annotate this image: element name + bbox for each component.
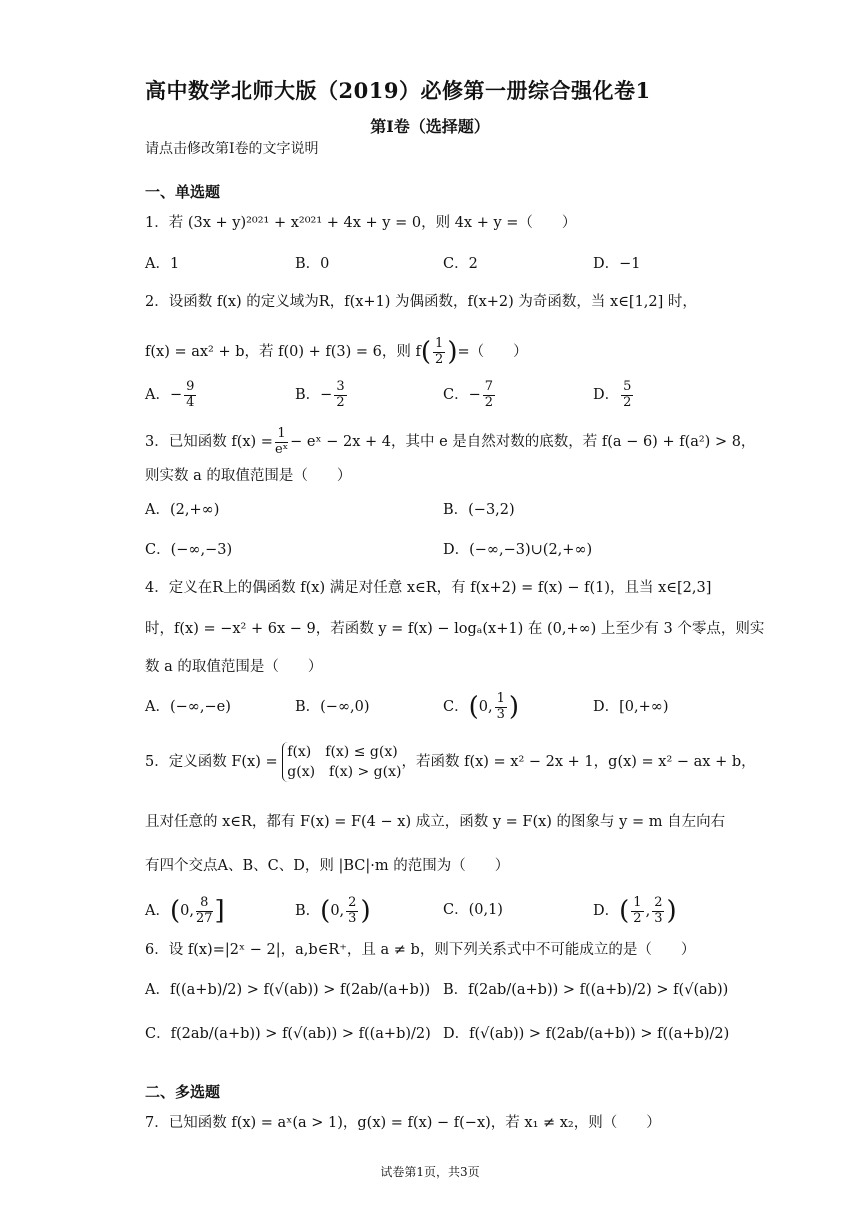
q2-option-a: A．− $\frac{9}{4}$ xyxy=(145,378,195,410)
question-4-line-1: 4．定义在R上的偶函数 f(x) 满足对任意 x∈R，有 f(x+2) = f(x) − f(1)，且当 x∈[2,3] xyxy=(145,580,712,596)
q5-option-a: A．(0, $\frac{8}{27}$ ] xyxy=(145,894,225,926)
exam-title: 高中数学北师大版（2019）必修第一册综合强化卷1 xyxy=(145,78,651,103)
q6-option-b: B．f(2ab/(a+b)) > f((a+b)/2) > f(√(ab)) xyxy=(443,982,729,998)
q5-option-b: B．(0, $\frac{2}{3}$ ) xyxy=(295,894,371,926)
q1-option-c: C．2 xyxy=(443,256,478,272)
question-4-line-2: 时，f(x) = −x² + 6x − 9，若函数 y = f(x) − logₐ(x+1) 在 (0,+∞) 上至少有 3 个零点，则实 xyxy=(145,621,765,637)
q6-option-d: D．f(√(ab)) > f(2ab/(a+b)) > f((a+b)/2) xyxy=(443,1026,730,1042)
q6-option-c: C．f(2ab/(a+b)) > f(√(ab)) > f((a+b)/2) xyxy=(145,1026,431,1042)
q3-option-a: A．(2,+∞) xyxy=(145,502,220,518)
q4-option-a: A．(−∞,−e) xyxy=(145,699,231,715)
q3-option-d: D．(−∞,−3)∪(2,+∞) xyxy=(443,542,593,558)
q1-option-a: A．1 xyxy=(145,256,180,272)
q3-option-b: B．(−3,2) xyxy=(443,502,515,518)
q2-option-b: B．− $\frac{3}{2}$ xyxy=(295,378,345,410)
q4-option-c: C．(0, $\frac{1}{3}$ ) xyxy=(443,690,520,722)
question-3-line-2: 则实数 a 的取值范围是（ ） xyxy=(145,468,352,484)
question-2-line-2: f(x) = ax² + b，若 f(0) + f(3) = 6，则 f( $\frac{1}{2}$ )=（ ） xyxy=(145,335,528,367)
question-4-line-3: 数 a 的取值范围是（ ） xyxy=(145,659,323,675)
question-1-stem: 1．若 (3x + y)²⁰²¹ + x²⁰²¹ + 4x + y = 0，则 4x + y =（ ） xyxy=(145,215,577,231)
q2-option-c: C．− $\frac{7}{2}$ xyxy=(443,378,494,410)
section-single-choice: 一、单选题 xyxy=(145,183,221,201)
question-7-stem: 7．已知函数 f(x) = aˣ(a > 1)，g(x) = f(x) − f(−x)，若 x₁ ≠ x₂，则（ ） xyxy=(145,1115,661,1131)
q1-option-d: D．−1 xyxy=(593,256,641,272)
q5-option-d: D．( $\frac{1}{2}$ , $\frac{2}{3}$ ) xyxy=(593,894,677,926)
q6-option-a: A．f((a+b)/2) > f(√(ab)) > f(2ab/(a+b)) xyxy=(145,982,431,998)
q5-option-c: C．(0,1) xyxy=(443,902,503,918)
question-5-line-3: 有四个交点A、B、C、D，则 |BC|·m 的范围为（ ） xyxy=(145,858,510,874)
q4-option-b: B．(−∞,0) xyxy=(295,699,370,715)
piecewise-brace: f(x) f(x) ≤ g(x) g(x) f(x) > g(x) xyxy=(282,742,401,782)
question-3-line-1: 3．已知函数 f(x) = $\frac{1}{\text{eˣ}}$ − eˣ − 2x + 4，其中 e 是自然对数的底数，若 f(a − 6) + f(a²) > 8， xyxy=(145,425,756,457)
question-5-line-1: 5．定义函数 F(x) = f(x) f(x) ≤ g(x) g(x) f(x) > g(x) ，若函数 f(x) = x² − 2x + 1，g(x) = x² − ax + b， xyxy=(145,744,756,780)
q4-option-d: D．[0,+∞) xyxy=(593,699,669,715)
part1-hint[interactable]: 请点击修改第I卷的文字说明 xyxy=(145,141,319,157)
section-multiple-choice: 二、多选题 xyxy=(145,1083,221,1101)
page-footer: 试卷第1页，共3页 xyxy=(380,1165,480,1179)
q2-option-d: D． $\frac{5}{2}$ xyxy=(593,378,632,410)
part1-title: 第I卷（选择题） xyxy=(370,117,490,136)
q3-option-c: C．(−∞,−3) xyxy=(145,542,233,558)
question-2-line-1: 2．设函数 f(x) 的定义域为R，f(x+1) 为偶函数，f(x+2) 为奇函数，当 x∈[1,2] 时， xyxy=(145,294,697,310)
question-6-stem: 6．设 f(x)=|2ˣ − 2|，a,b∈R⁺，且 a ≠ b，则下列关系式中不可能成立的是（ ） xyxy=(145,942,696,958)
question-5-line-2: 且对任意的 x∈R，都有 F(x) = F(4 − x) 成立，函数 y = F(x) 的图象与 y = m 自左向右 xyxy=(145,814,726,830)
q1-option-b: B．0 xyxy=(295,256,330,272)
